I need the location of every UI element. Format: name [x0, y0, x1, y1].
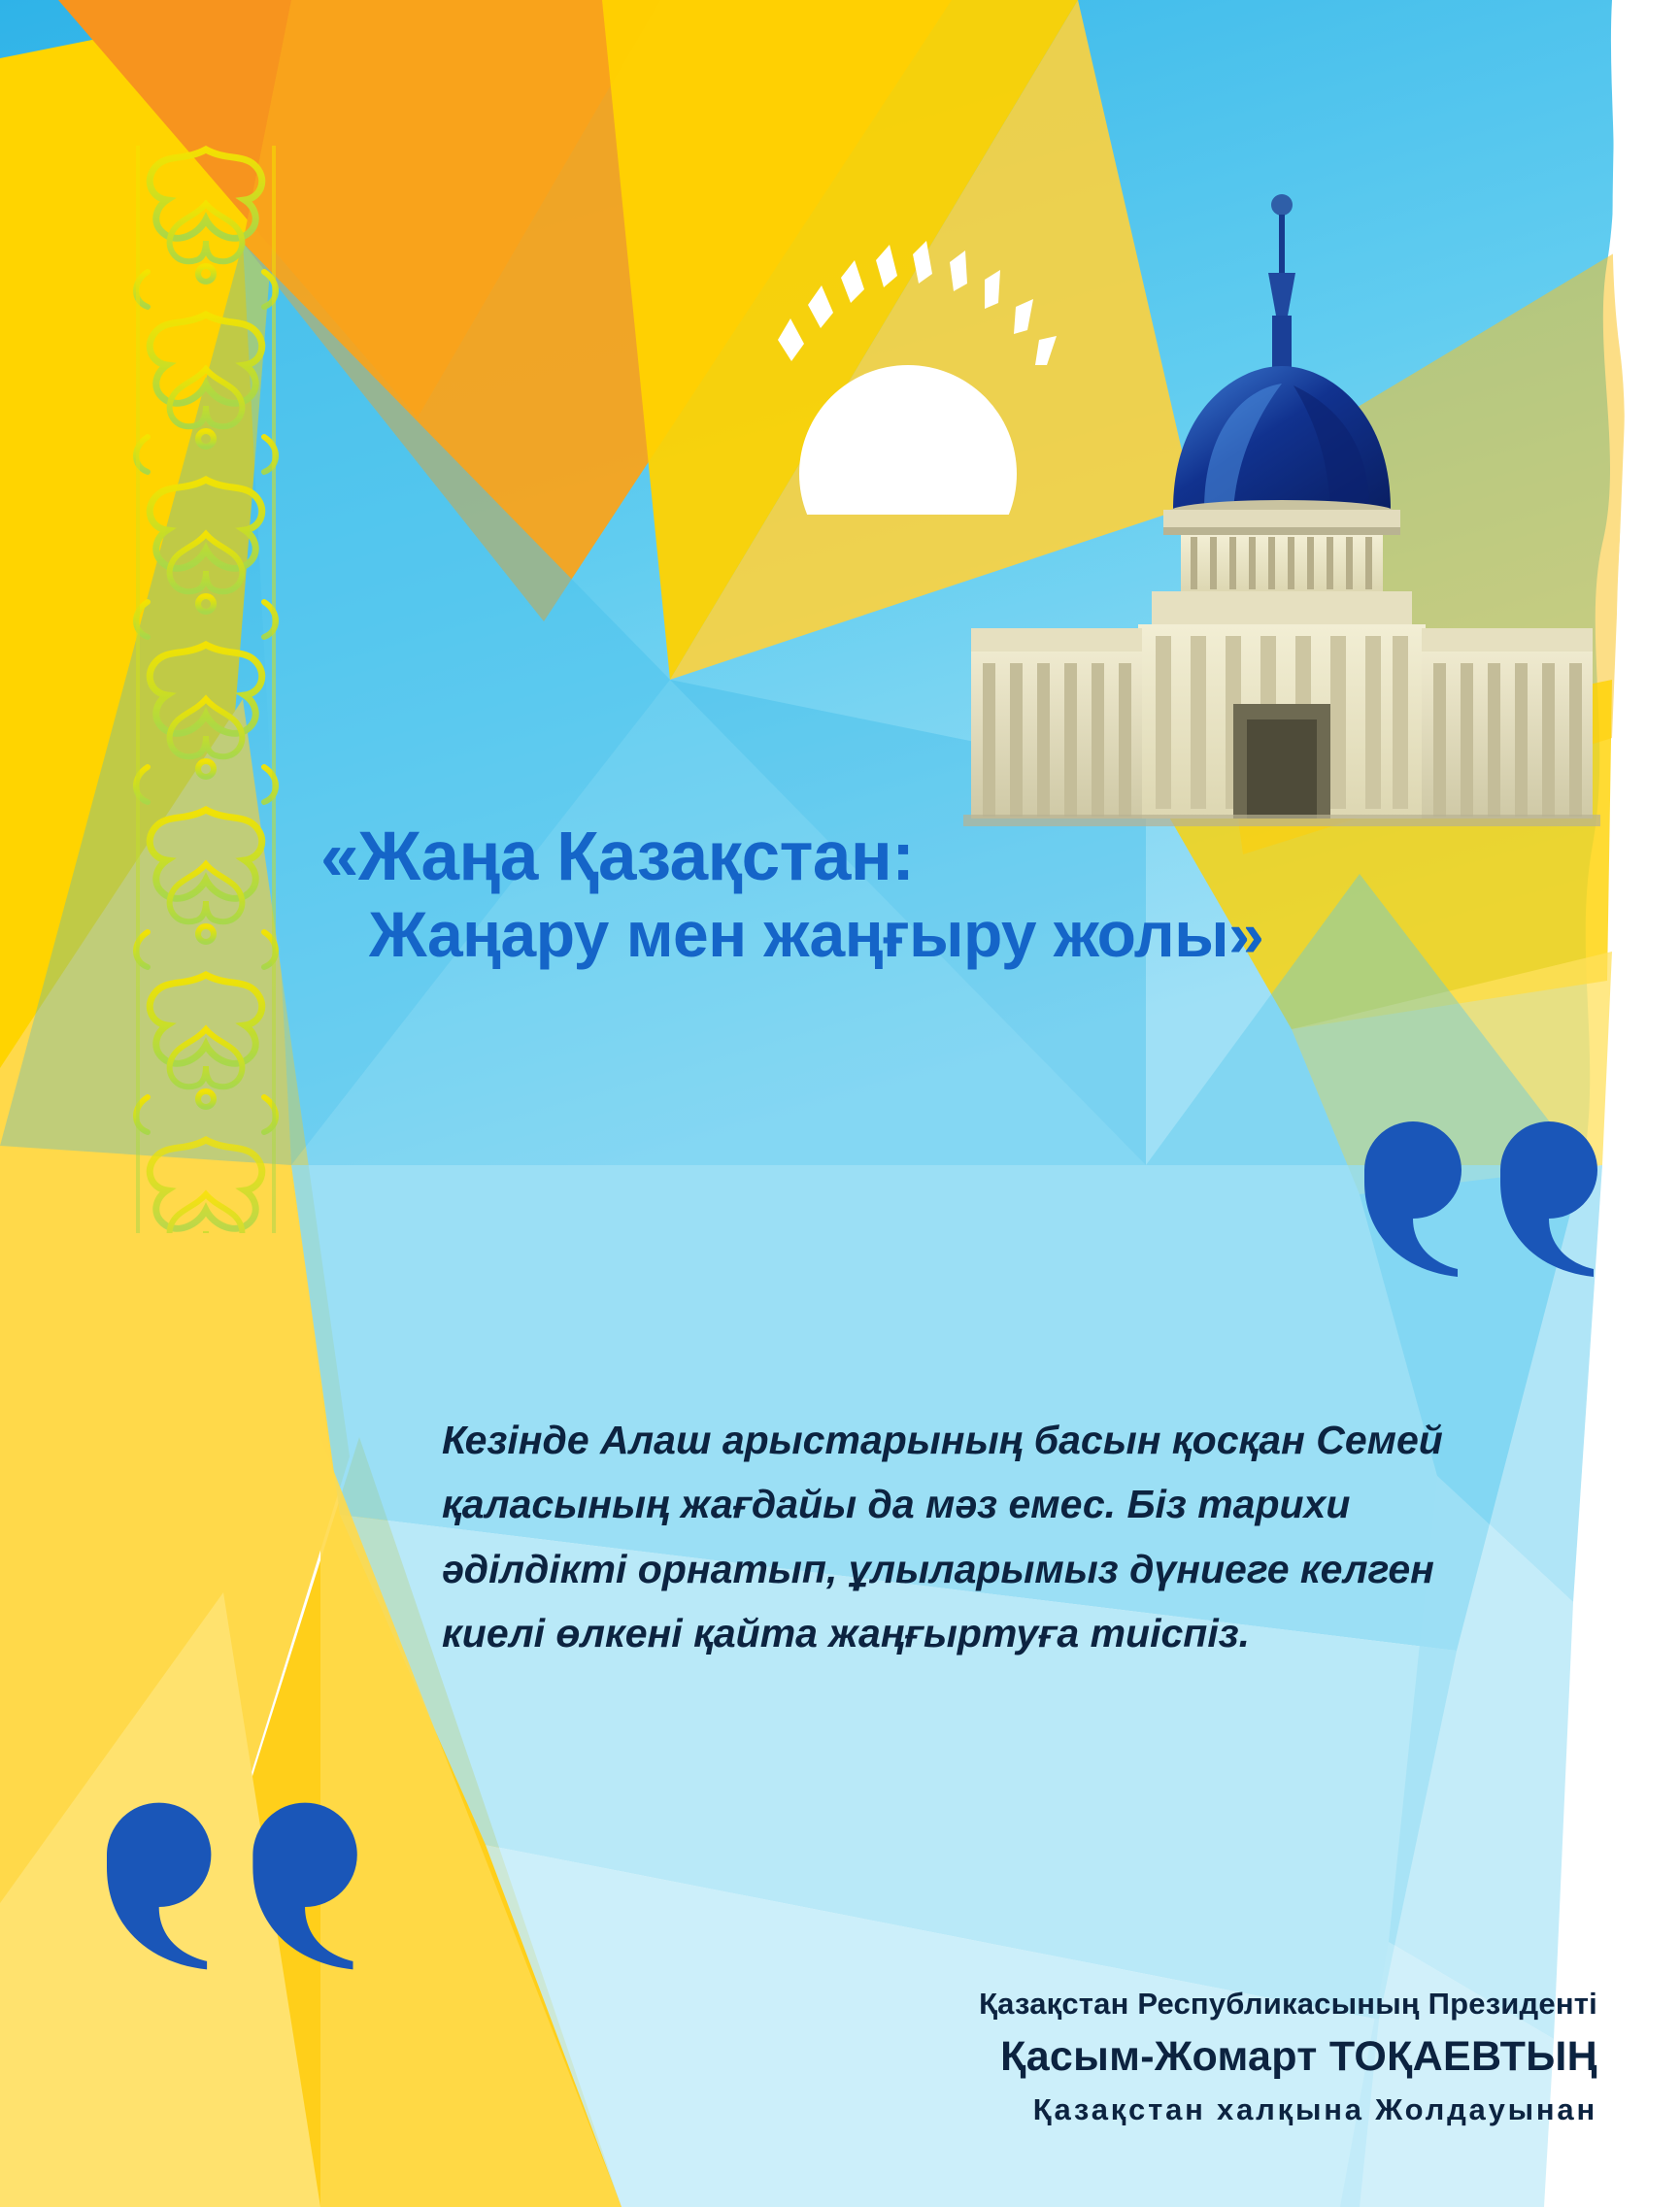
quotation-mark-open-icon [1364, 1121, 1627, 1277]
attribution-source: Қазақстан халқына Жолдауынан [1032, 2092, 1597, 2126]
title-line-1: «Жаңа Қазақстан: [320, 819, 915, 895]
attribution-name: Қасым-Жомарт ТОҚАЕВТЫҢ [1000, 2033, 1597, 2080]
akorda-palace-icon [913, 189, 1651, 830]
attribution-role: Қазақстан Республикасының Президенті [979, 1987, 1597, 2021]
title-line-2: Жаңару мен жаңғыру жолы» [369, 898, 1264, 971]
poster-title [320, 820, 1641, 971]
attribution-block [979, 1987, 1597, 2127]
kazakh-ornament-icon [109, 146, 303, 1233]
quotation-mark-close-icon [107, 1801, 388, 1971]
quote-text: Кезінде Алаш арыстарының басын қосқан Семей қаласының жағдайы да мәз емес. Біз тарихи әділдікті орнатып, ұлыларымыз дүниеге келген киелі өлкені қайта жаңғыртуға тиіспіз. [442, 1418, 1443, 1656]
